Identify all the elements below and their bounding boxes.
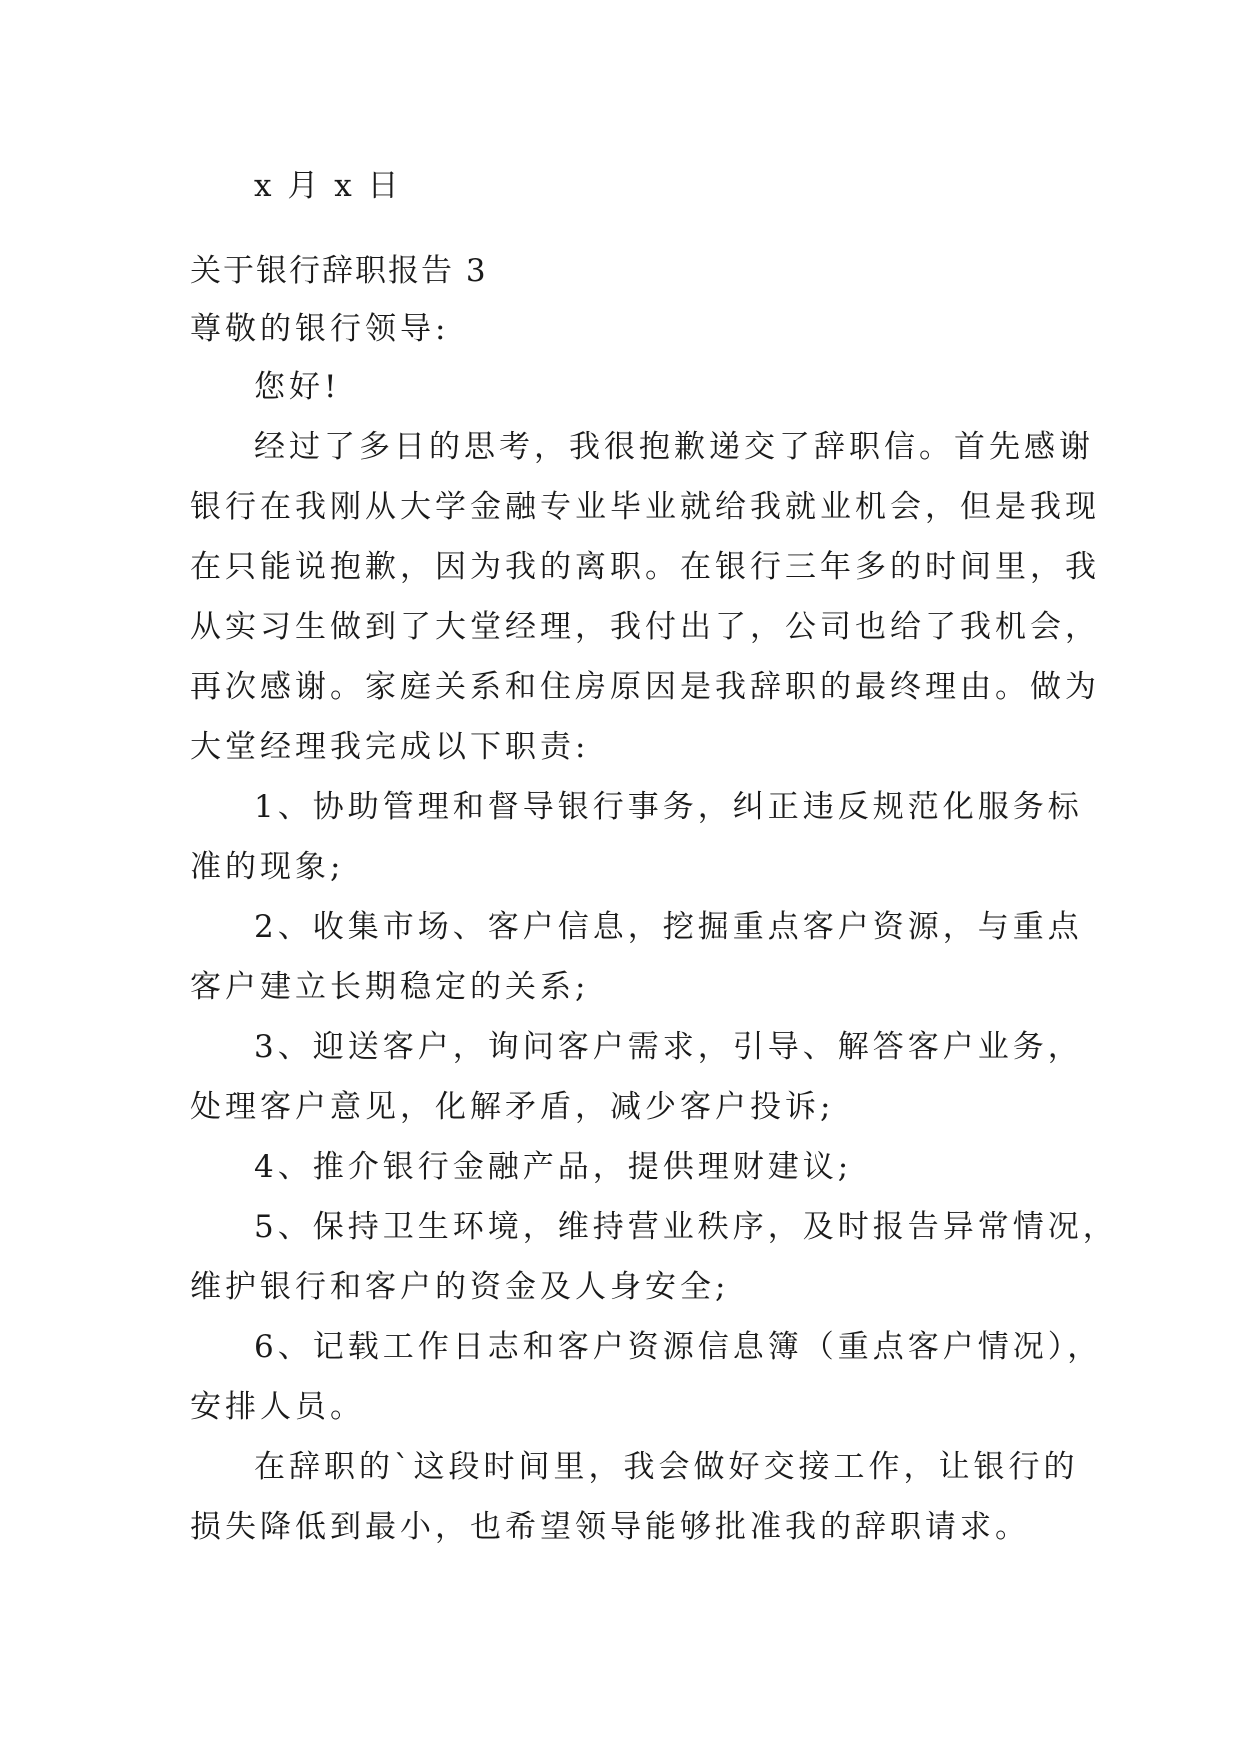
duty-item-2: 2、收集市场、客户信息，挖掘重点客户资源，与重点 <box>254 909 1083 945</box>
greeting: 您好! <box>254 369 341 405</box>
duty-item-1: 1、协助管理和督导银行事务，纠正违反规范化服务标 <box>254 789 1083 825</box>
duty-item-5: 5、保持卫生环境，维持营业秩序，及时报告异常情况， <box>254 1209 1118 1245</box>
date-line: x 月 x 日 <box>254 168 402 204</box>
duty-item-4: 4、推介银行金融产品，提供理财建议; <box>254 1149 853 1185</box>
salutation: 尊敬的银行领导: <box>190 311 450 347</box>
duty-item-3: 3、迎送客户，询问客户需求，引导、解答客户业务， <box>254 1029 1083 1065</box>
body-line: 大堂经理我完成以下职责: <box>190 729 590 765</box>
body-line: 处理客户意见，化解矛盾，减少客户投诉; <box>190 1089 835 1125</box>
body-line: 银行在我刚从大学金融专业毕业就给我就业机会，但是我现 <box>190 489 1100 525</box>
body-line: 客户建立长期稳定的关系; <box>190 969 590 1005</box>
body-line: 再次感谢。家庭关系和住房原因是我辞职的最终理由。做为 <box>190 669 1100 705</box>
body-line: 安排人员。 <box>190 1389 365 1425</box>
closing-line: 损失降低到最小，也希望领导能够批准我的辞职请求。 <box>190 1509 1030 1545</box>
body-line: 经过了多日的思考，我很抱歉递交了辞职信。首先感谢 <box>254 429 1094 465</box>
body-line: 从实习生做到了大堂经理，我付出了，公司也给了我机会， <box>190 609 1100 645</box>
document-title: 关于银行辞职报告 3 <box>190 253 488 289</box>
duty-item-6: 6、记载工作日志和客户资源信息簿（重点客户情况）， <box>254 1329 1103 1365</box>
closing-line: 在辞职的`这段时间里，我会做好交接工作，让银行的 <box>254 1449 1079 1485</box>
body-line: 维护银行和客户的资金及人身安全; <box>190 1269 730 1305</box>
body-line: 在只能说抱歉，因为我的离职。在银行三年多的时间里，我 <box>190 549 1100 585</box>
body-line: 准的现象; <box>190 849 345 885</box>
